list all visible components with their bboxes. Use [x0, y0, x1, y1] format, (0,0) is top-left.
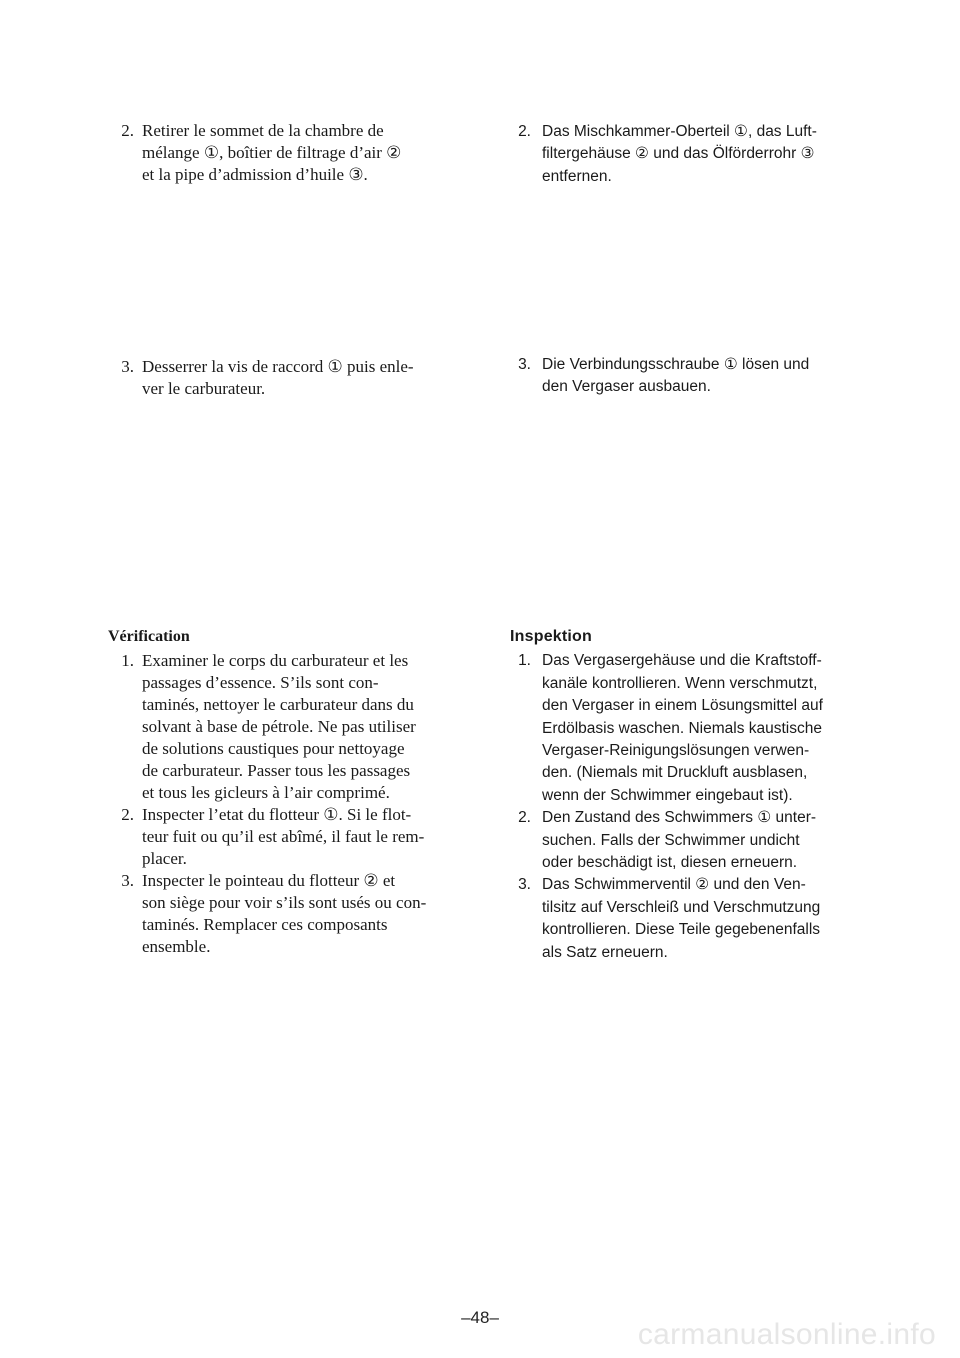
fr-item-number: 1.: [121, 651, 134, 670]
de-item-text: Das Vergasergehäuse und die Kraftstoff- kanäle kontrollieren. Wenn verschmutzt, den Vergaser in einem Lösungsmittel auf Erdölbasis waschen. Niemals kaustische Vergaser-Reinigungslösungen verwen- den. (Niemals mit Druckluft ausblasen, wenn der Schwimmer eingebaut ist).: [542, 652, 823, 804]
de-section-heading: Inspektion: [510, 628, 593, 645]
de-item-text: Das Schwimmerventil ② und den Ven- tilsitz auf Verschleiß und Verschmutzung kontrollieren. Diese Teile gegebenenfalls als Satz erneuern.: [542, 876, 821, 961]
fr-step-2: [108, 120, 458, 186]
fr-step-2-text: Retirer le sommet de la chambre de mélange ①, boîtier de filtrage d’air ② et la pipe d’admission d’huile ③.: [142, 121, 402, 184]
de-step-3-text: Die Verbindungsschraube ① lösen und den Vergaser ausbauen.: [542, 356, 810, 396]
de-list-item: [510, 874, 855, 964]
fr-list-item: [108, 870, 458, 958]
fr-item-text: Inspecter le pointeau du flotteur ② et son siège pour voir s’ils sont usés ou con- taminés. Remplacer ces composants ensemble.: [142, 871, 427, 956]
de-item-number: 2.: [518, 809, 531, 827]
de-item-number: 3.: [518, 876, 531, 894]
page-number: –48–: [461, 1308, 499, 1327]
fr-item-number: 2.: [121, 805, 134, 824]
fr-step-3-number: 3.: [121, 357, 134, 376]
de-item-text: Den Zustand des Schwimmers ① unter- suchen. Falls der Schwimmer undicht oder beschädigt ist, diesen erneuern.: [542, 809, 817, 872]
fr-item-text: Inspecter l’etat du flotteur ①. Si le flot- teur fuit ou qu’il est abîmé, il faut le rem- placer.: [142, 805, 425, 868]
fr-list-item: [108, 650, 458, 804]
de-step-3: [510, 354, 855, 399]
de-step-2-number: 2.: [518, 123, 531, 140]
de-step-2-text: Das Mischkammer-Oberteil ①, das Luft- filtergehäuse ② und das Ölförderrohr ③ entfernen.: [542, 123, 817, 185]
fr-section-heading: Vérification: [108, 628, 190, 645]
watermark: carmanualsonline.info: [637, 1318, 936, 1351]
de-step-2: [510, 121, 855, 188]
fr-item-number: 3.: [121, 871, 134, 890]
fr-step-3-text: Desserrer la vis de raccord ① puis enle- ver le carburateur.: [142, 357, 414, 398]
de-inspektion-section: [510, 626, 855, 964]
fr-item-text: Examiner le corps du carburateur et les passages d’essence. S’ils sont con- taminés, nettoyer le carburateur dans du solvant à base de pétrole. Ne pas utiliser de solutions caustiques pour nettoyage de carburateur. Passer tous les passages et tous les gicleurs à l’air comprimé.: [142, 651, 416, 802]
de-list-item: [510, 650, 855, 807]
fr-step-2-number: 2.: [121, 121, 134, 140]
fr-list-item: [108, 804, 458, 870]
fr-step-3: [108, 356, 458, 400]
de-list-item: [510, 807, 855, 874]
fr-verification-section: [108, 626, 458, 958]
de-step-3-number: 3.: [518, 356, 531, 373]
de-item-number: 1.: [518, 652, 531, 670]
